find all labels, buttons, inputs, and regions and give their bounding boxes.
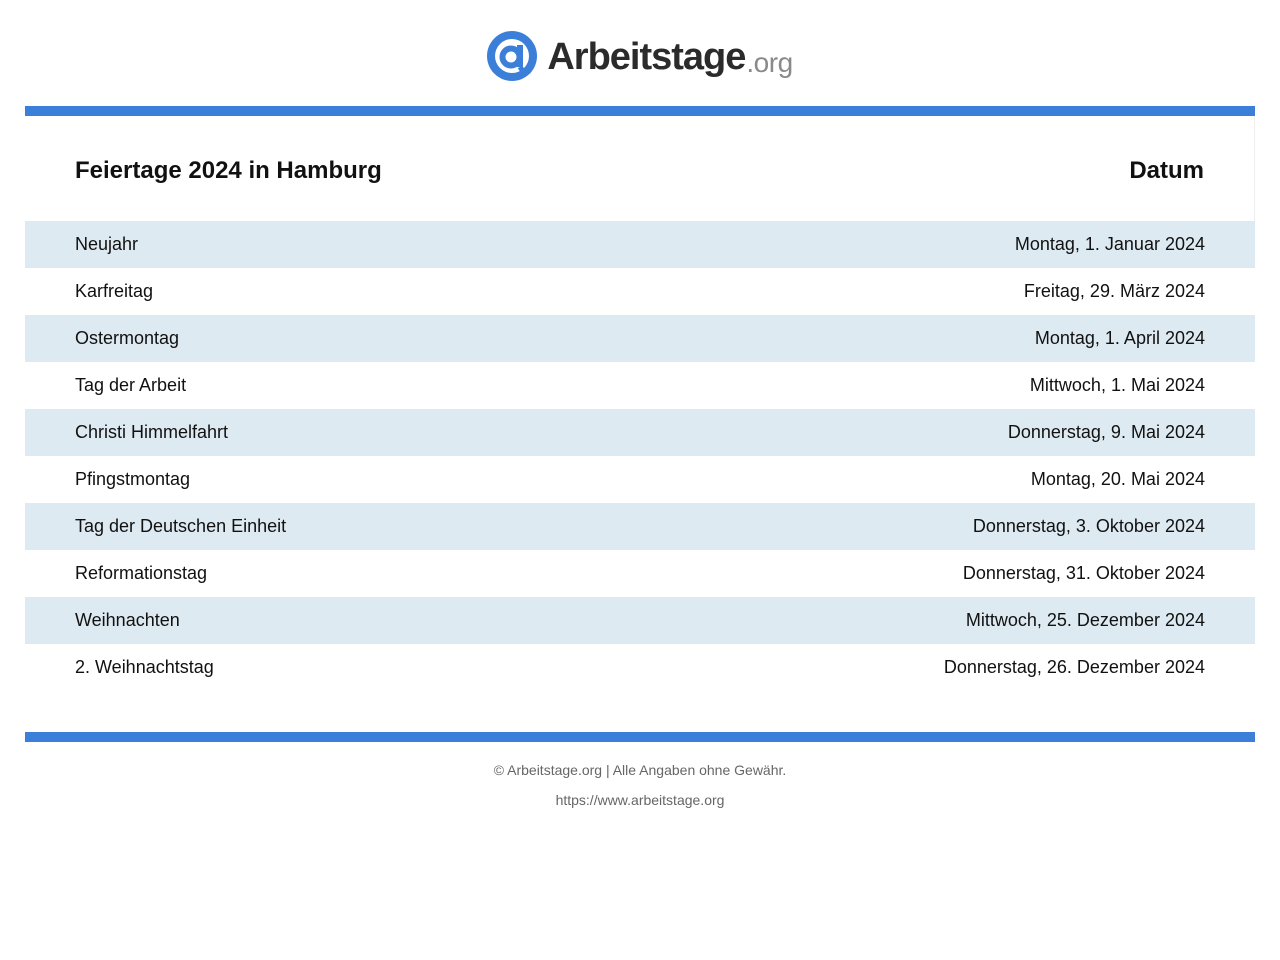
holiday-date: Mittwoch, 1. Mai 2024: [1029, 375, 1205, 395]
holiday-date: Donnerstag, 31. Oktober 2024: [962, 563, 1205, 583]
table-row: [25, 550, 1255, 597]
table-header-row: [25, 116, 1255, 221]
holiday-date: Donnerstag, 26. Dezember 2024: [943, 657, 1205, 677]
table-row: [25, 409, 1255, 456]
holiday-name: Ostermontag: [75, 328, 180, 348]
holiday-date: Montag, 1. April 2024: [1034, 328, 1205, 348]
table-row: [25, 268, 1255, 315]
bottom-divider-bar: [25, 732, 1255, 742]
holiday-name: Reformationstag: [75, 563, 208, 583]
logo-tld: .org: [746, 47, 793, 78]
holiday-date: Mittwoch, 25. Dezember 2024: [965, 610, 1205, 630]
holiday-table: [25, 116, 1255, 691]
holiday-date: Montag, 1. Januar 2024: [1014, 234, 1205, 254]
holiday-date: Freitag, 29. März 2024: [1023, 281, 1205, 301]
table-row: [25, 456, 1255, 503]
holiday-name: Tag der Arbeit: [75, 375, 187, 395]
holiday-name: Karfreitag: [75, 281, 154, 301]
footer-url[interactable]: https://www.arbeitstage.org: [555, 792, 725, 808]
table-row: [25, 644, 1255, 691]
holiday-name: Weihnachten: [75, 610, 180, 630]
holiday-date: Donnerstag, 3. Oktober 2024: [972, 516, 1205, 536]
holiday-name: Pfingstmontag: [75, 469, 191, 489]
table-row: [25, 503, 1255, 550]
top-divider-bar: [25, 106, 1255, 116]
table-row: [25, 221, 1255, 268]
at-sign-icon: [487, 31, 537, 81]
footer-copyright: © Arbeitstage.org | Alle Angaben ohne Gewähr.: [493, 762, 787, 778]
logo-inner: [487, 31, 792, 81]
holiday-date: Montag, 20. Mai 2024: [1030, 469, 1205, 489]
holiday-date: Donnerstag, 9. Mai 2024: [1007, 422, 1205, 442]
holiday-name: Christi Himmelfahrt: [75, 422, 229, 442]
logo-name: [547, 38, 792, 76]
table-row: [25, 315, 1255, 362]
site-logo[interactable]: [0, 30, 1280, 82]
table-title: Feiertage 2024 in Hamburg: [75, 156, 382, 184]
holiday-name: Tag der Deutschen Einheit: [75, 516, 287, 536]
holiday-name: 2. Weihnachtstag: [75, 657, 214, 677]
table-row: [25, 362, 1255, 409]
holiday-name: Neujahr: [75, 234, 139, 254]
table-body: [25, 221, 1255, 691]
logo-name-text: Arbeitstage: [547, 36, 746, 78]
date-column-header: Datum: [1129, 156, 1204, 184]
table-row: [25, 597, 1255, 644]
